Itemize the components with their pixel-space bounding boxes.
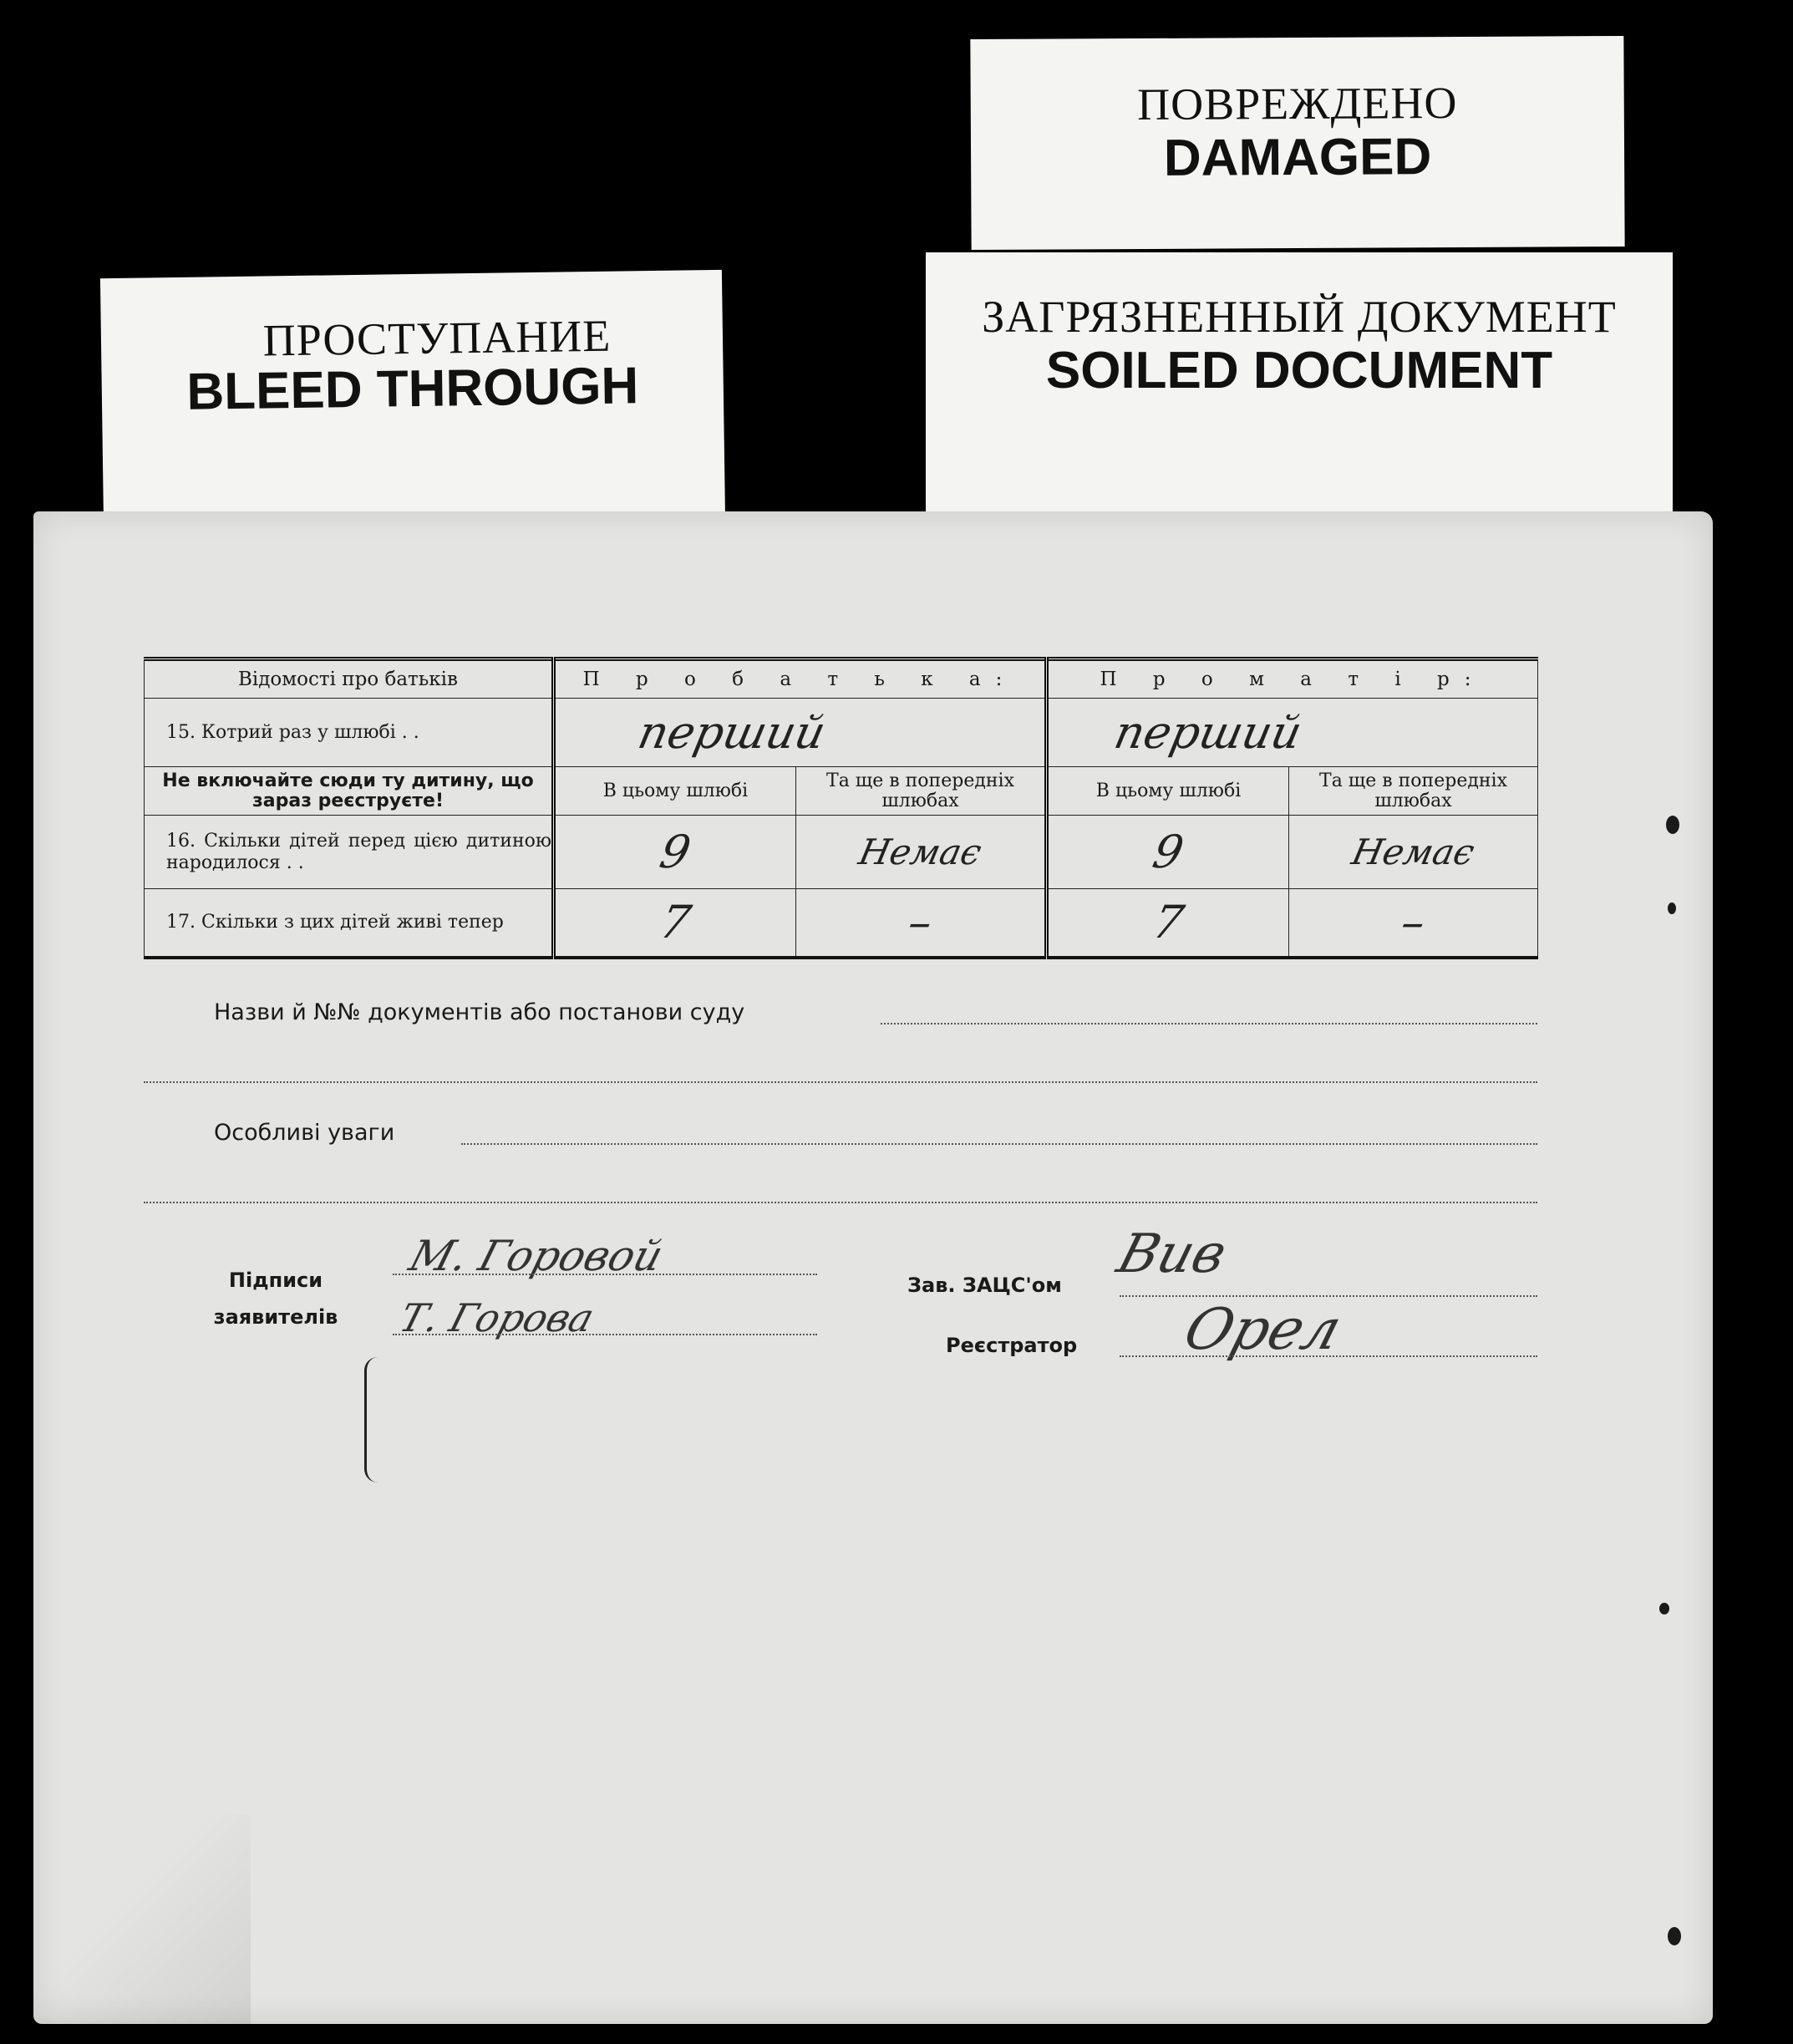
label-damaged-en: DAMAGED — [1163, 128, 1432, 187]
remarks-line — [461, 1143, 1537, 1145]
folded-corner — [33, 1815, 251, 2024]
col-father-previous-marriages: Та ще в попередніх шлюбах — [796, 767, 1047, 816]
parents-info-table — [144, 657, 1538, 959]
table-row-subheader — [145, 767, 1538, 816]
documents-line-2 — [144, 1081, 1537, 1083]
binding-hole — [1659, 1603, 1669, 1614]
table-header-row — [145, 659, 1538, 699]
q16-mother-this: 9 — [1148, 826, 1189, 878]
q17-father-this: 7 — [655, 896, 696, 949]
q17-label: 17. Скільки з цих дітей живі тепер — [145, 889, 554, 958]
note-exclude-child: Не включайте сюди ту дитину, що зараз реєструєте! — [145, 767, 554, 816]
documents-label: Назви й №№ документів або постанови суду — [214, 999, 745, 1025]
col-father-this-marriage: В цьому шлюбі — [554, 767, 796, 816]
applicant-signature-2: Т. Горова — [394, 1295, 600, 1340]
registrar-signature: Орел — [1176, 1297, 1349, 1363]
label-bleed-ru: ПРОСТУПАНИЕ — [262, 310, 612, 366]
applicants-signatures-caption: Підписи заявителів — [213, 1269, 338, 1329]
label-damaged-ru: ПОВРЕЖДЕНО — [1136, 77, 1458, 130]
label-bleed-through — [100, 270, 725, 529]
q17-father-prev: – — [903, 896, 937, 949]
q16-father-prev: Немає — [855, 831, 986, 872]
header-parents-info: Відомості про батьків — [145, 659, 554, 699]
label-bleed-en: BLEED THROUGH — [185, 357, 639, 421]
q15-father-value: перший — [633, 706, 830, 759]
label-soiled-ru: ЗАГРЯЗНЕННЫЙ ДОКУМЕНТ — [982, 292, 1617, 342]
remarks-label: Особливі уваги — [214, 1120, 395, 1146]
q16-mother-prev: Немає — [1348, 831, 1479, 872]
table-row-q17 — [145, 889, 1538, 958]
label-damaged — [970, 36, 1624, 250]
q17-mother-prev: – — [1396, 896, 1430, 949]
label-soiled-en: SOILED DOCUMENT — [1045, 342, 1553, 399]
applicant-line-2 — [393, 1334, 817, 1335]
applicant-line-1 — [393, 1274, 817, 1275]
q17-mother-this: 7 — [1148, 896, 1189, 949]
applicants-brace — [364, 1357, 387, 1482]
documents-line — [881, 1023, 1537, 1025]
q16-label: 16. Скільки дітей перед цією дитиною народилося . . — [145, 816, 554, 889]
col-mother-previous-marriages: Та ще в попередніх шлюбах — [1289, 767, 1538, 816]
binding-hole — [1668, 903, 1676, 914]
table-row-q15 — [145, 699, 1538, 767]
registrar-line — [1120, 1355, 1537, 1357]
document-sheet — [33, 511, 1713, 2024]
head-signature: Вив — [1110, 1223, 1234, 1285]
head-of-registry-label: Зав. ЗАЦС'ом — [907, 1274, 1062, 1297]
col-mother-this-marriage: В цьому шлюбі — [1047, 767, 1289, 816]
q16-father-this: 9 — [655, 826, 696, 878]
registrar-label: Реєстратор — [946, 1334, 1078, 1357]
remarks-line-2 — [144, 1202, 1537, 1203]
q15-mother-value: перший — [1110, 706, 1307, 759]
table-row-q16 — [145, 816, 1538, 889]
header-father: П р о б а т ь к а: — [554, 659, 1047, 699]
applicant-signature-1: М. Горовой — [404, 1232, 669, 1280]
q15-label: 15. Котрий раз у шлюбі . . — [145, 699, 554, 767]
header-mother: П р о м а т і р: — [1047, 659, 1538, 699]
binding-hole — [1668, 1927, 1681, 1945]
label-soiled-document — [926, 252, 1673, 525]
binding-hole — [1666, 816, 1679, 834]
